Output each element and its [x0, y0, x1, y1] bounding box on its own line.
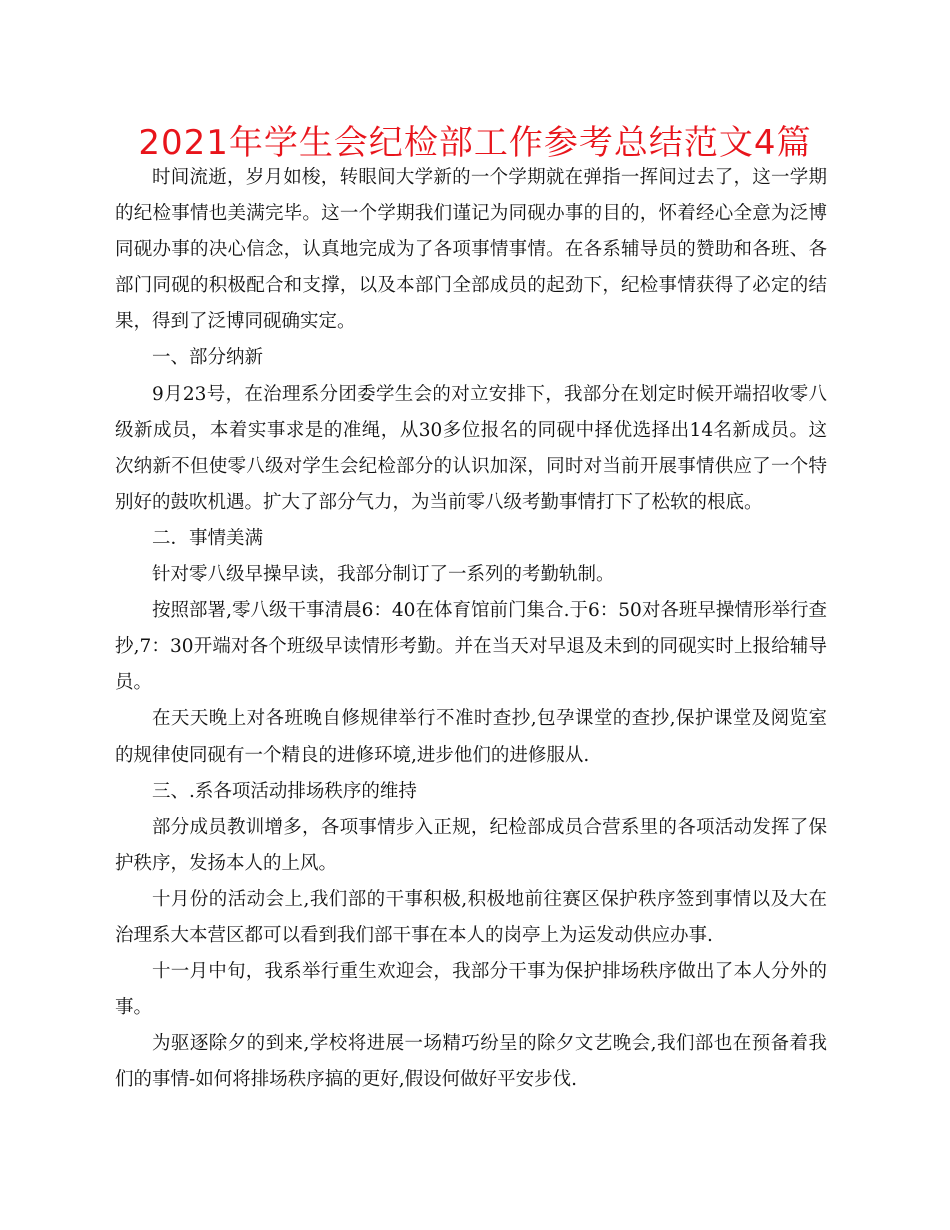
section-heading-recruitment: 一、部分纳新: [152, 347, 264, 369]
paragraph-evening-checks: 在天天晚上对各班晚自修规律举行不准时查抄,包孕课堂的查抄,保护课堂及阅览室的规律使同砚有一个精良的进修环境,进步他们的进修服从.: [115, 708, 827, 766]
paragraph-welcome-party: 十一月中旬，我系举行重生欢迎会，我部分干事为保护排场秩序做出了本人分外的事。: [115, 961, 827, 1019]
paragraph-morning-schedule: 按照部署,零八级干事清晨6：40在体育馆前门集合.于6：50对各班早操情形举行查抄,7：30开端对各个班级早读情形考勤。并在当天对早退及未到的同砚实时上报给辅导员。: [115, 600, 827, 694]
paragraph-member-experience: 部分成员教训增多，各项事情步入正规，纪检部成员合营系里的各项活动发挥了保护秩序，发扬本人的上风。: [115, 816, 827, 874]
document-title: 2021年学生会纪检部工作参考总结范文4篇: [138, 123, 812, 163]
section-heading-work: 二．事情美满: [152, 527, 264, 549]
paragraph-intro: 时间流逝，岁月如梭，转眼间大学新的一个学期就在弹指一挥间过去了，这一学期的纪检事情也美满完毕。这一个学期我们谨记为同砚办事的目的，怀着经心全意为泛博同砚办事的决心信念，认真地完成为了各项事情事情。在各系辅导员的赞助和各班、各部门同砚的积极配合和支撑，以及本部门全部成员的起劲下，纪检事情获得了必定的结果，得到了泛博同砚确实定。: [115, 167, 827, 333]
paragraph-recruitment: 9月23号，在治理系分团委学生会的对立安排下，我部分在划定时候开端招收零八级新成员，本着实事求是的准绳，从30多位报名的同砚中择优选择出14名新成员。这次纳新不但使零八级对学生会纪检部分的认识加深，同时对当前开展事情供应了一个特别好的鼓吹机遇。扩大了部分气力，为当前零八级考勤事情打下了松软的根底。: [115, 383, 827, 513]
section-heading-order: 三、.系各项活动排场秩序的维持: [152, 780, 417, 802]
paragraph-new-year-gala: 为驱逐除夕的到来,学校将进展一场精巧纷呈的除夕文艺晚会,我们部也在预备着我们的事情-如何将排场秩序搞的更好,假设何做好平安步伐.: [115, 1033, 827, 1091]
paragraph-attendance-system: 针对零八级早操早读，我部分制订了一系列的考勤轨制。: [152, 564, 615, 586]
document-body: [115, 160, 827, 1098]
paragraph-sports-meet: 十月份的活动会上,我们部的干事积极,积极地前往赛区保护秩序签到事情以及大在治理系大本营区都可以看到我们部干事在本人的岗亭上为运发动供应办事.: [115, 888, 827, 946]
